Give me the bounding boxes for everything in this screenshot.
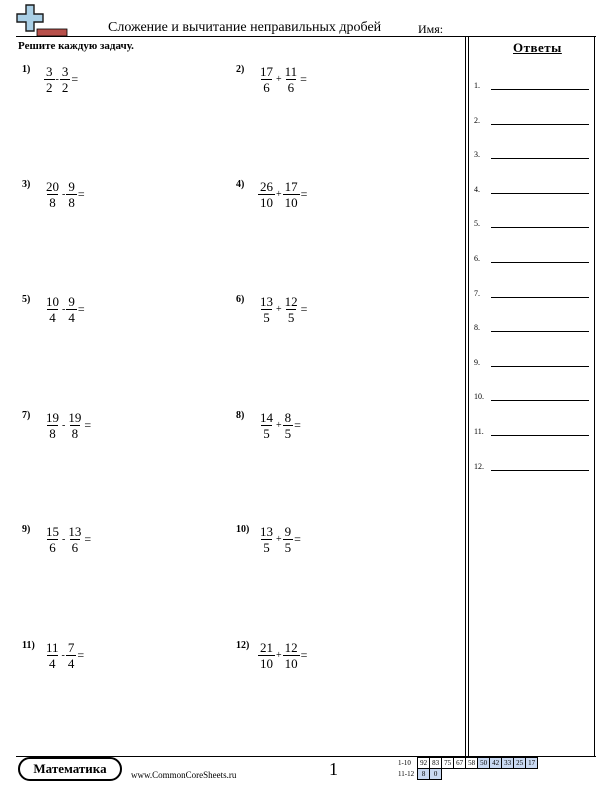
operator: + (276, 650, 282, 661)
problem-expression (258, 294, 307, 325)
equals-sign: = (77, 302, 85, 316)
fraction-a (258, 640, 275, 671)
problem-number: 8) (236, 410, 245, 421)
denominator: 8 (49, 195, 56, 210)
answer-blank[interactable] (491, 366, 589, 367)
answer-row-2 (474, 116, 594, 130)
equals-sign: = (84, 532, 92, 546)
score-cell: 83 (430, 758, 442, 769)
numerator: 9 (68, 294, 75, 309)
answer-row-10 (474, 392, 594, 406)
problem-number: 2) (236, 64, 245, 75)
score-cell: 42 (490, 758, 502, 769)
fraction-b (66, 410, 83, 441)
operator: - (62, 304, 66, 315)
operator: - (62, 534, 66, 545)
denominator: 5 (284, 426, 292, 441)
fraction-a (258, 294, 275, 325)
denominator: 4 (68, 310, 75, 325)
equals-sign: = (84, 418, 92, 432)
fraction-b (283, 410, 294, 441)
answer-number: 6. (474, 254, 480, 263)
problem-expression (44, 524, 91, 555)
site-url: www.CommonCoreSheets.ru (131, 770, 237, 780)
numerator: 20 (46, 179, 59, 194)
numerator: 12 (284, 294, 298, 309)
answer-blank[interactable] (491, 470, 589, 471)
denominator: 5 (263, 310, 270, 325)
answer-row-11 (474, 427, 594, 441)
answer-number: 7. (474, 288, 480, 298)
problem-expression (258, 64, 307, 95)
problem-number: 7) (22, 410, 31, 421)
answer-blank[interactable] (491, 158, 589, 159)
name-label: Имя: (418, 22, 444, 36)
equals-sign: = (300, 302, 308, 316)
problem-number: 10) (236, 524, 250, 535)
fraction-b (283, 179, 300, 210)
problem-expression (44, 64, 78, 95)
score-cell: 92 (418, 758, 430, 769)
numerator: 19 (68, 410, 82, 425)
denominator: 6 (287, 80, 295, 95)
score-range-label: 11-12 (398, 770, 415, 778)
numerator: 3 (61, 64, 69, 79)
score-cell: 8 (418, 769, 430, 780)
score-cell: 17 (526, 758, 538, 769)
problem-number: 11) (22, 640, 35, 651)
fraction-a (258, 64, 275, 95)
operator: + (276, 534, 282, 545)
page-title: Сложение и вычитание неправильных дробей (108, 20, 382, 35)
denominator: 4 (67, 656, 75, 671)
numerator: 13 (260, 524, 273, 539)
answer-row-12 (474, 462, 594, 476)
answer-blank[interactable] (491, 262, 589, 263)
fraction-b (60, 64, 71, 95)
answer-blank[interactable] (491, 435, 589, 436)
operator: - (62, 189, 66, 200)
answer-row-5 (474, 219, 594, 233)
numerator: 21 (260, 640, 273, 655)
denominator: 6 (71, 540, 79, 555)
brand-badge: Математика (18, 757, 122, 781)
header-divider (16, 36, 596, 37)
score-table (398, 757, 538, 780)
answer-row-9 (474, 358, 594, 372)
fraction-b (66, 640, 77, 671)
numerator: 15 (46, 524, 59, 539)
answer-number: 9. (474, 357, 480, 367)
fraction-a (44, 294, 61, 325)
score-cell: 58 (466, 758, 478, 769)
denominator: 10 (260, 656, 273, 671)
answer-row-3 (474, 150, 594, 164)
answer-row-4 (474, 185, 594, 199)
numerator: 13 (260, 294, 273, 309)
problem-expression (258, 640, 307, 671)
answer-number: 2. (474, 115, 480, 125)
operator: + (276, 189, 282, 200)
numerator: 9 (68, 179, 75, 194)
numerator: 17 (260, 64, 273, 79)
answer-blank[interactable] (491, 193, 589, 194)
numerator: 8 (284, 410, 292, 425)
problem-expression (44, 410, 91, 441)
answer-number: 12. (474, 461, 484, 471)
problem-number: 3) (22, 179, 31, 190)
fraction-a (258, 524, 275, 555)
equals-sign: = (77, 648, 85, 662)
numerator: 14 (260, 410, 273, 425)
score-cell: 75 (442, 758, 454, 769)
problem-number: 5) (22, 294, 31, 305)
problem-number: 1) (22, 64, 31, 75)
answer-blank[interactable] (491, 227, 589, 228)
denominator: 4 (49, 310, 56, 325)
fraction-b (66, 294, 77, 325)
fraction-a (258, 410, 275, 441)
numerator: 10 (46, 294, 59, 309)
answer-blank[interactable] (491, 331, 589, 332)
equals-sign: = (71, 72, 79, 86)
operator: - (55, 74, 59, 85)
equals-sign: = (300, 187, 308, 201)
score-range-label: 1-10 (398, 759, 411, 767)
problem-expression (258, 410, 301, 441)
fraction-b (66, 524, 83, 555)
equals-sign: = (77, 187, 85, 201)
fraction-a (44, 640, 61, 671)
score-cell: 67 (454, 758, 466, 769)
answer-number: 8. (474, 323, 480, 333)
answer-row-8 (474, 323, 594, 337)
problem-number: 4) (236, 179, 245, 190)
problem-number: 12) (236, 640, 250, 651)
column-divider-left (465, 37, 466, 756)
column-divider-right (468, 37, 469, 756)
denominator: 4 (49, 656, 56, 671)
denominator: 10 (284, 195, 298, 210)
denominator: 2 (46, 80, 53, 95)
answer-blank[interactable] (491, 89, 589, 90)
page-number: 1 (329, 759, 338, 779)
answer-number: 10. (474, 392, 484, 402)
equals-sign: = (294, 532, 301, 546)
equals-sign: = (294, 418, 301, 432)
denominator: 10 (260, 195, 273, 210)
denominator: 10 (284, 656, 298, 671)
denominator: 5 (284, 540, 292, 555)
problem-number: 9) (22, 524, 31, 535)
problem-expression (44, 179, 85, 210)
operator: + (276, 304, 282, 315)
denominator: 8 (49, 426, 56, 441)
answers-title: Ответы (513, 40, 562, 55)
equals-sign: = (300, 648, 308, 662)
operator: + (276, 420, 282, 431)
answer-row-7 (474, 289, 594, 303)
denominator: 6 (49, 540, 56, 555)
score-row (398, 769, 538, 780)
fraction-b (283, 64, 300, 95)
equals-sign: = (300, 72, 307, 86)
numerator: 13 (68, 524, 82, 539)
numerator: 19 (46, 410, 59, 425)
denominator: 6 (263, 80, 270, 95)
denominator: 5 (287, 310, 295, 325)
answer-blank[interactable] (491, 400, 589, 401)
score-cell: 0 (430, 769, 442, 780)
operator: + (276, 74, 282, 85)
numerator: 11 (284, 64, 298, 79)
answer-number: 3. (474, 150, 480, 160)
operator: - (62, 420, 66, 431)
plus-minus-logo-icon (16, 4, 70, 36)
score-cell: 50 (478, 758, 490, 769)
problem-number: 6) (236, 294, 245, 305)
answer-number: 11. (474, 427, 484, 436)
problem-expression (258, 524, 301, 555)
problem-expression (44, 294, 85, 325)
operator: - (61, 650, 65, 661)
numerator: 7 (67, 640, 75, 655)
problem-expression (44, 640, 84, 671)
fraction-b (283, 524, 294, 555)
fraction-b (66, 179, 77, 210)
problem-expression (258, 179, 307, 210)
answer-number: 5. (474, 219, 480, 229)
score-cell: 25 (514, 758, 526, 769)
fraction-a (44, 524, 61, 555)
answer-blank[interactable] (491, 124, 589, 125)
fraction-a (44, 64, 55, 95)
answer-row-1 (474, 81, 594, 95)
denominator: 2 (61, 80, 69, 95)
score-row (398, 758, 538, 769)
numerator: 17 (284, 179, 298, 194)
fraction-a (44, 179, 61, 210)
fraction-b (283, 294, 300, 325)
numerator: 11 (46, 640, 59, 655)
denominator: 8 (71, 426, 79, 441)
denominator: 8 (68, 195, 75, 210)
score-cell: 33 (502, 758, 514, 769)
answer-row-6 (474, 254, 594, 268)
answer-blank[interactable] (491, 297, 589, 298)
denominator: 5 (263, 540, 270, 555)
numerator: 12 (284, 640, 298, 655)
fraction-b (283, 640, 300, 671)
answer-number: 1. (474, 81, 480, 90)
fraction-a (258, 179, 275, 210)
answer-number: 4. (474, 184, 480, 194)
numerator: 26 (260, 179, 273, 194)
fraction-a (44, 410, 61, 441)
page-right-border (594, 37, 595, 756)
instructions: Решите каждую задачу. (18, 40, 134, 52)
denominator: 5 (263, 426, 270, 441)
numerator: 3 (46, 64, 53, 79)
numerator: 9 (284, 524, 292, 539)
